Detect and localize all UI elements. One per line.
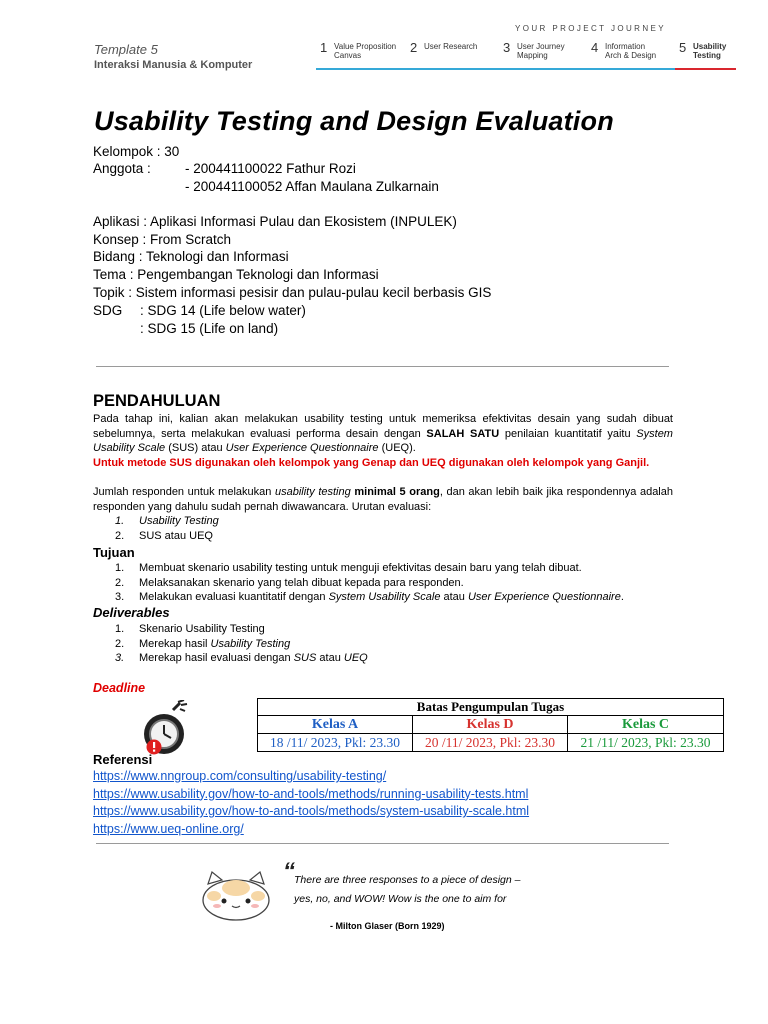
class-name-a: Kelas A — [258, 716, 413, 734]
project-journey-steps — [316, 40, 736, 72]
step-user-research — [410, 40, 500, 70]
step-number: 2 — [410, 40, 418, 55]
class-deadline-a: 18 /11/ 2023, Pkl: 23.30 — [258, 734, 413, 752]
tema-line: Tema : Pengembangan Teknologi dan Informasi — [93, 267, 379, 282]
topik-line: Topik : Sistem informasi pesisir dan pulau-pulau kecil berbasis GIS — [93, 285, 492, 300]
anggota-member-2: - 200441100052 Affan Maulana Zulkarnain — [185, 179, 439, 194]
class-name-c: Kelas C — [568, 716, 724, 734]
anggota-member-1: - 200441100022 Fathur Rozi — [185, 161, 356, 176]
step-number: 5 — [679, 40, 687, 55]
aplikasi-line: Aplikasi : Aplikasi Informasi Pulau dan Ekosistem (INPULEK) — [93, 214, 457, 229]
deadline-label: Deadline — [93, 681, 146, 695]
journey-title: YOUR PROJECT JOURNEY — [515, 24, 666, 33]
reference-link-ueq[interactable]: https://www.ueq-online.org/ — [93, 821, 244, 836]
step-user-journey — [503, 40, 593, 70]
bidang-line: Bidang : Teknologi dan Informasi — [93, 249, 289, 264]
section-heading-pendahuluan: PENDAHULUAN — [93, 392, 221, 410]
table-title: Batas Pengumpulan Tugas — [258, 699, 724, 716]
step-number: 4 — [591, 40, 599, 55]
section-heading-tujuan: Tujuan — [93, 545, 135, 560]
class-deadline-c: 21 /11/ 2023, Pkl: 23.30 — [568, 734, 724, 752]
step-label: Usability Testing — [693, 42, 727, 60]
sdg-15: : SDG 15 (Life on land) — [140, 321, 279, 336]
reference-link-sus[interactable]: https://www.usability.gov/how-to-and-tools/methods/system-usability-scale.html — [93, 804, 530, 818]
reference-link-nngroup[interactable]: https://www.nngroup.com/consulting/usability-testing/ — [93, 769, 387, 783]
kelompok-line: Kelompok : 30 — [93, 144, 180, 159]
step-label: Information Arch & Design — [605, 42, 657, 60]
anggota-label: Anggota : — [93, 161, 151, 176]
step-value-proposition — [320, 40, 410, 70]
method-note: Untuk metode SUS digunakan oleh kelompok yang Genap dan UEQ digunakan oleh kelompok yang Ganjil. — [93, 457, 650, 469]
class-deadline-d: 20 /11/ 2023, Pkl: 23.30 — [413, 734, 568, 752]
step-number: 3 — [503, 40, 511, 55]
step-label: User Research — [424, 42, 478, 51]
respondent-paragraph: Jumlah responden untuk melakukan usability testing minimal 5 orang, dan akan lebih baik jika respondennya adalah responden yang dahulu sudah pernah diwawancara. Urutan evaluasi: — [93, 486, 673, 513]
template-label: Template 5 — [94, 42, 158, 57]
step-label: User Journey Mapping — [517, 42, 565, 60]
sdg-label: SDG — [93, 303, 123, 318]
progress-bar-done — [316, 68, 675, 70]
quote-author: - Milton Glaser (Born 1929) — [330, 921, 445, 931]
course-name: Interaksi Manusia & Komputer — [94, 59, 253, 71]
step-information-architecture — [591, 40, 681, 70]
deadline-table — [257, 698, 724, 752]
divider — [96, 843, 669, 844]
step-number: 1 — [320, 40, 328, 55]
quote-line-2: yes, no, and WOW! Wow is the one to aim for — [294, 893, 507, 905]
quote-line-1: There are three responses to a piece of design – — [294, 874, 521, 886]
quote-mark: “ — [283, 858, 295, 885]
cat-face-icon — [200, 870, 272, 922]
reference-link-running-tests[interactable]: https://www.usability.gov/how-to-and-tools/methods/running-usability-tests.html — [93, 786, 529, 801]
konsep-line: Konsep : From Scratch — [93, 232, 232, 247]
progress-bar-active — [675, 68, 736, 70]
section-heading-deliverables: Deliverables — [93, 605, 170, 620]
stopwatch-icon — [140, 700, 192, 758]
intro-paragraph: Pada tahap ini, kalian akan melakukan usability testing untuk memeriksa efektivitas desain yang sudah dibuat sebelumnya, serta melakukan evaluasi performa desain dengan SALAH SATU penilaian kuantitatif yaitu System Usability Scale (SUS) atau User Experience Questionnaire (UEQ). — [93, 413, 673, 454]
divider — [96, 366, 669, 367]
sdg-14: : SDG 14 (Life below water) — [140, 303, 306, 318]
step-label: Value Proposition Canvas — [334, 42, 397, 60]
step-usability-testing — [679, 40, 739, 70]
reference-links — [93, 768, 529, 838]
page-title: Usability Testing and Design Evaluation — [94, 106, 614, 136]
class-name-d: Kelas D — [413, 716, 568, 734]
section-heading-referensi: Referensi — [93, 752, 153, 767]
